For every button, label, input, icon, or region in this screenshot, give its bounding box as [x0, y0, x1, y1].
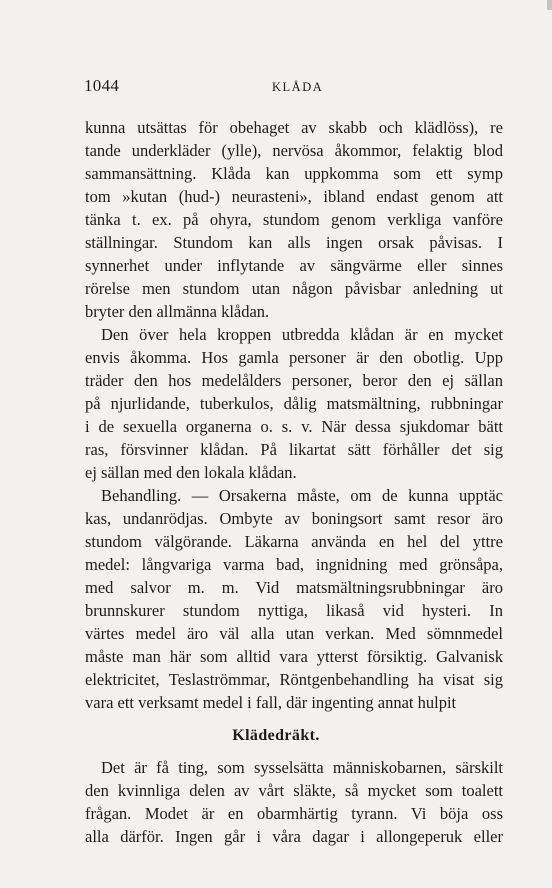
- text-line: med salvor m. m. Vid matsmältningsrubbningar äro: [85, 578, 503, 597]
- text-line: medel: långvariga varma bad, ingnidning med grönsåpa,: [85, 555, 503, 574]
- section-heading: Klädedräkt.: [232, 727, 320, 744]
- text-line: ställningar. Stundom kan alls ingen orsak påvisas. I: [85, 233, 503, 252]
- text-line: värtes medel äro väl alla utan verkan. Med sömnmedel: [85, 624, 503, 643]
- text-line: på njurlidande, tuberkulos, dålig matsmältning, rubbningar: [85, 394, 503, 413]
- text-line: alla därför. Ingen går i våra dagar i allongeperuk eller: [85, 827, 503, 846]
- text-line: frågan. Modet är en obarmhärtig tyrann. Vi böja oss: [85, 804, 503, 823]
- text-line: tande underkläder (ylle), nervösa åkommor, felaktig blod: [85, 141, 503, 160]
- text-line: envis åkomma. Hos gamla personer är den obotlig. Upp: [85, 348, 503, 367]
- text-line: elektricitet, Teslaströmmar, Röntgenbehandling ha visat sig: [85, 670, 503, 689]
- text-line: måste man här som alltid vara ytterst försiktig. Galvanisk: [85, 647, 503, 666]
- text-line: tänka t. ex. på ohyra, stundom genom verkliga vanföre: [85, 210, 503, 229]
- text-line: sammansättning. Klåda kan uppkomma som ett symp: [85, 164, 503, 183]
- page-edge-mark: [547, 0, 552, 10]
- text-line: kunna utsättas för obehaget av skabb och klädlöss), re: [85, 118, 503, 137]
- text-line: Behandling. — Orsakerna måste, om de kunna upptäc: [101, 486, 503, 505]
- text-line: rörelse men stundom utan någon påvisbar anledning ut: [85, 279, 503, 298]
- text-line: bryter den allmänna klådan.: [85, 302, 270, 321]
- text-line: i de sexuella organerna o. s. v. När dessa sjukdomar bätt: [85, 417, 503, 436]
- page-number: 1044: [84, 76, 120, 95]
- text-line: ej sällan med den lokala klådan.: [85, 463, 297, 482]
- text-line: Den över hela kroppen utbredda klådan är en mycket: [101, 325, 503, 344]
- text-line: träder den hos medelålders personer, beror den ej sällan: [85, 371, 503, 390]
- running-head: KLÅDA: [272, 80, 324, 94]
- text-line: den kvinnliga delen av vårt släkte, så mycket som toalett: [85, 781, 503, 800]
- text-line: vara ett verksamt medel i fall, där ingenting annat hulpit: [85, 693, 457, 712]
- text-line: stundom välgörande. Läkarna använda en hel del yttre: [85, 532, 503, 551]
- text-line: Det är få ting, som sysselsätta människobarnen, särskilt: [101, 758, 503, 777]
- text-line: kas, undanrödjas. Ombyte av boningsort samt resor äro: [85, 509, 503, 528]
- text-line: brunnskurer stundom nyttiga, likaså vid hysteri. In: [85, 601, 503, 620]
- text-line: tom »kutan (hud-) neurasteni», ibland endast genom att: [85, 187, 503, 206]
- text-line: synnerhet under inflytande av sängvärme eller sinnes: [85, 256, 503, 275]
- text-line: ras, försvinner klådan. På likartat sätt förhåller det sig: [85, 440, 503, 459]
